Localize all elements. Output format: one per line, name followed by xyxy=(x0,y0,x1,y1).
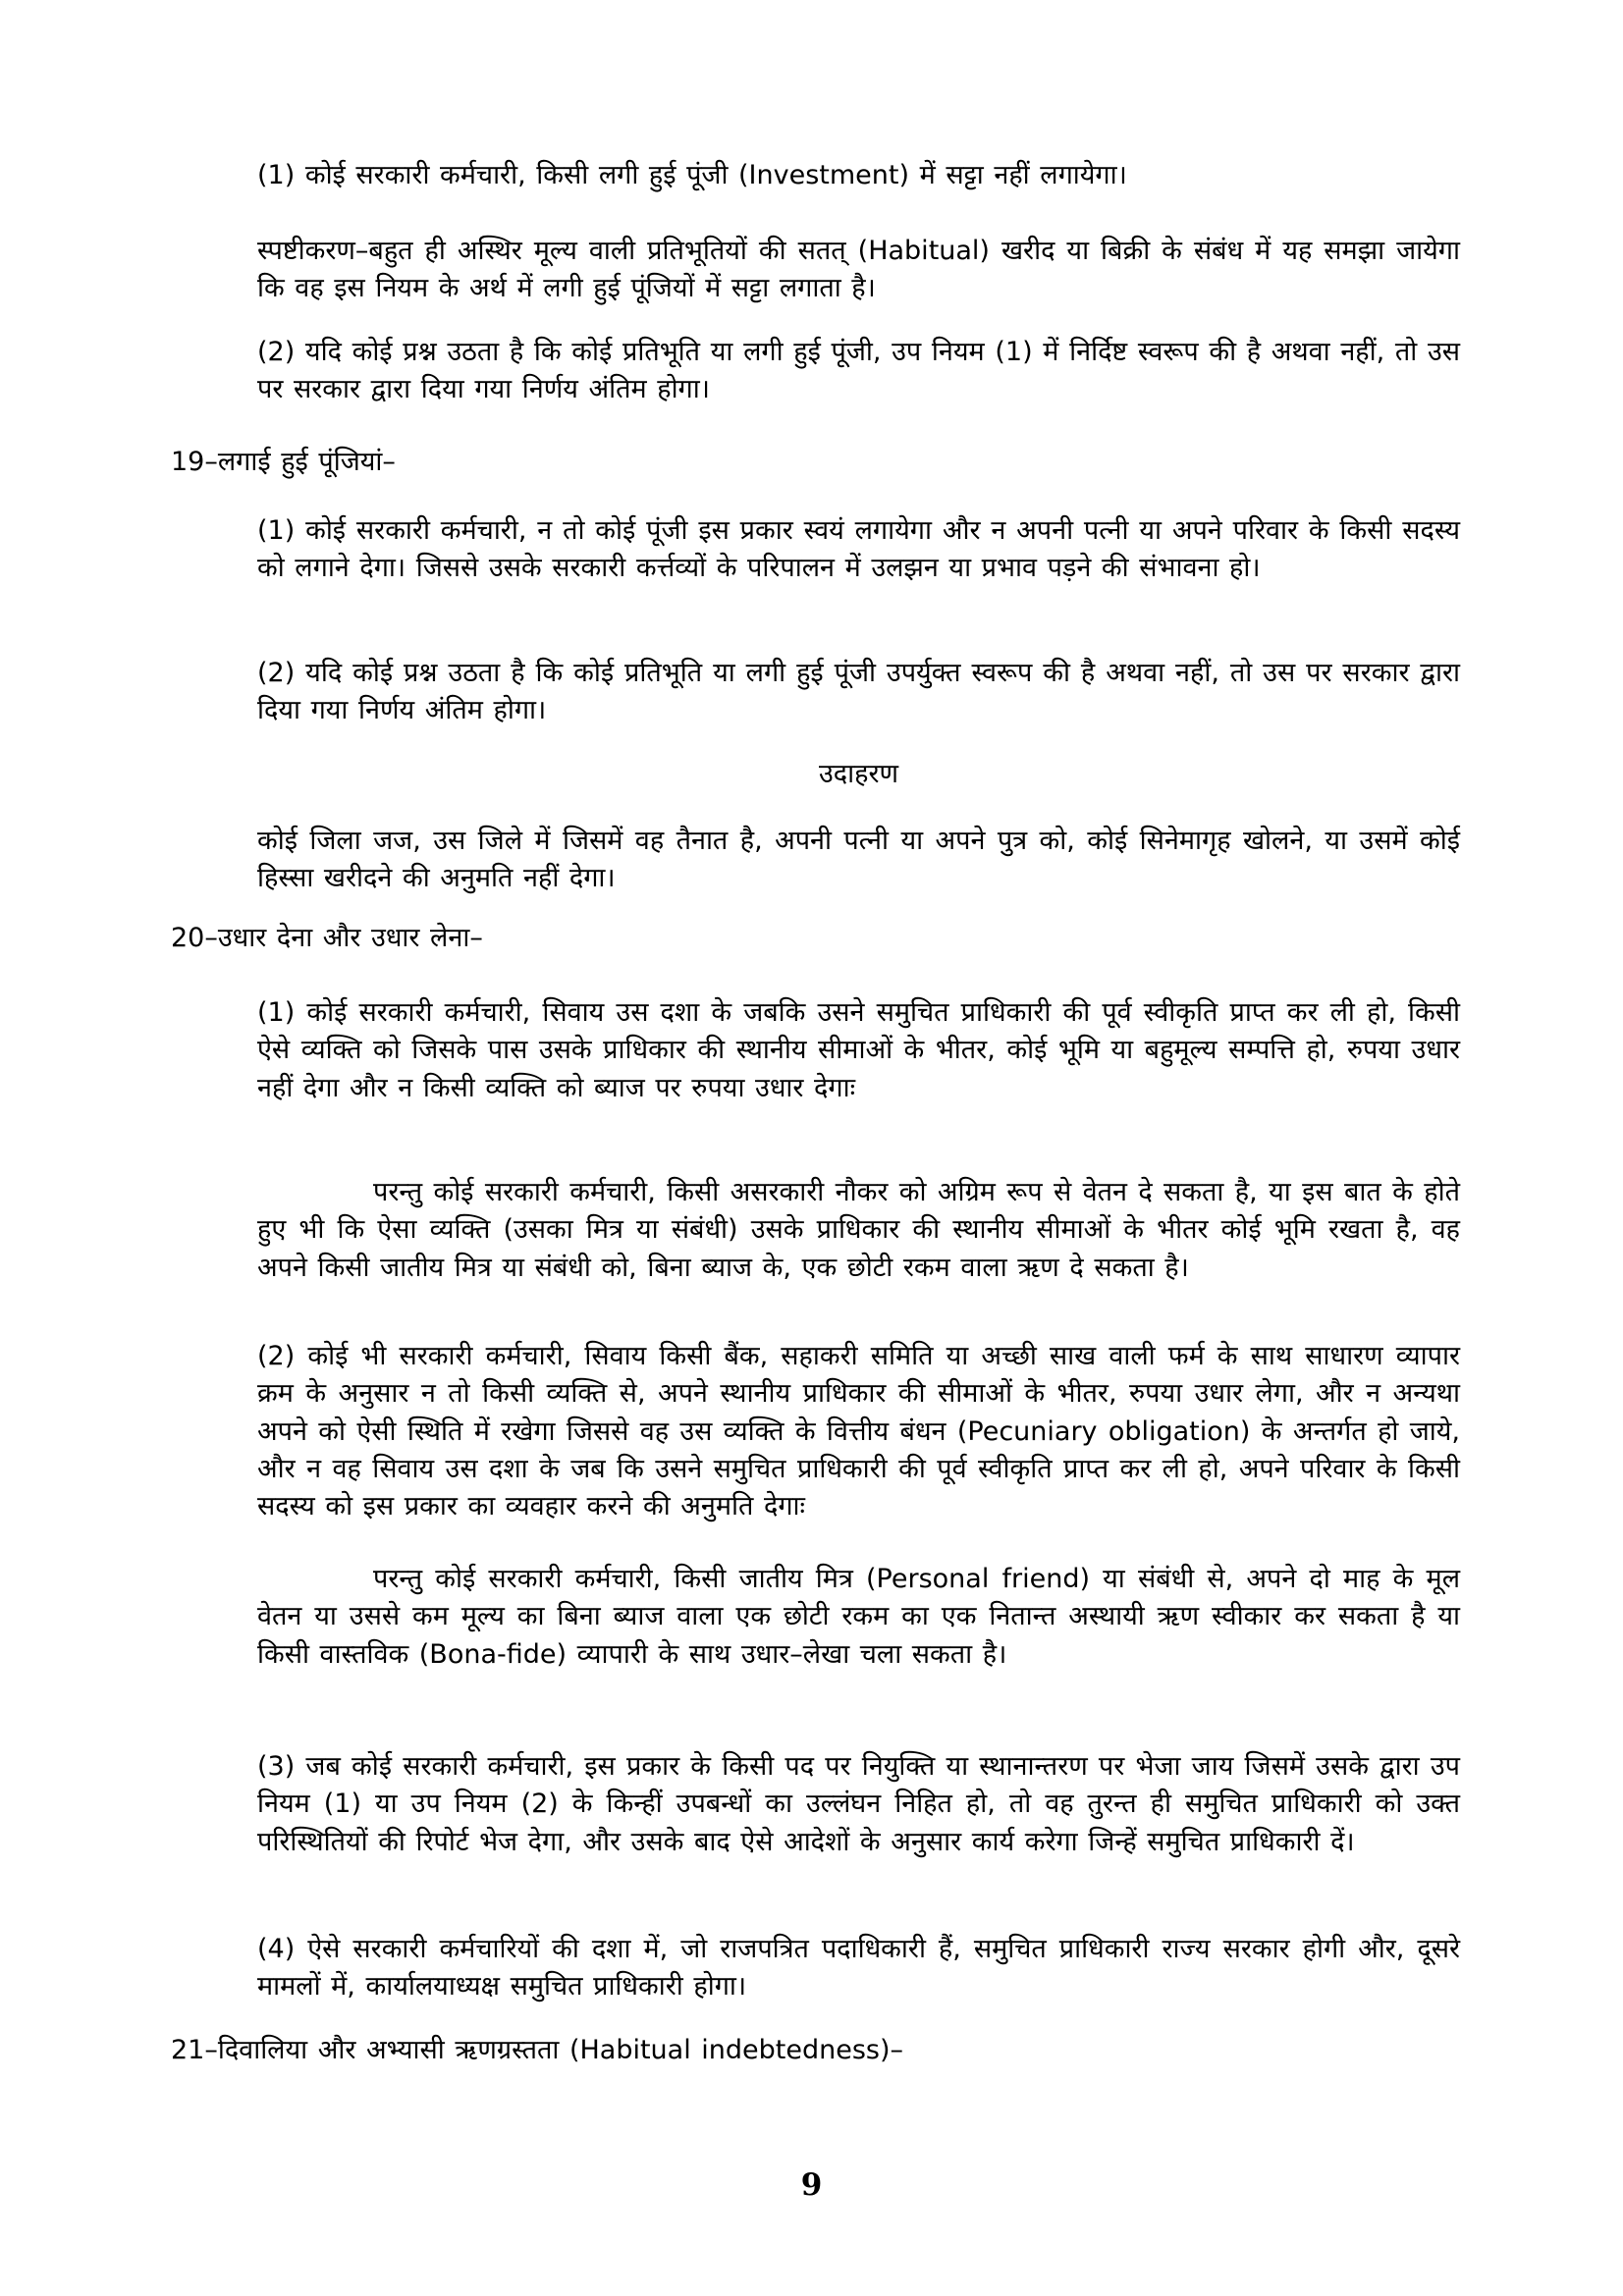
rule-20-clause-1-proviso: परन्तु कोई सरकारी कर्मचारी, किसी असरकारी नौकर को अग्रिम रूप से वेतन दे सकता है, या इस बात के होते हुए भी कि ऐसा व्यक्ति (उसका मित्र या संबंधी) उसके प्राधिकार की स्थानीय सीमाओं के भीतर कोई भूमि रखता है, वह अपने किसी जातीय मित्र या संबंधी को, बिना ब्याज के, एक छोटी रकम वाला ऋण दे सकता है। xyxy=(257,1177,1460,1283)
rule-19-clause-1: (1) कोई सरकारी कर्मचारी, न तो कोई पूंजी इस प्रकार स्वयं लगायेगा और न अपनी पत्नी या अपने परिवार के किसी सदस्य को लगाने देगा। जिससे उसके सरकारी कर्त्तव्यों के परिपालन में उलझन या प्रभाव पड़ने की संभावना हो। xyxy=(257,515,1460,584)
rule-20-clause-2: (2) कोई भी सरकारी कर्मचारी, सिवाय किसी बैंक, सहाकरी समिति या अच्छी साख वाली फर्म के साथ साधारण व्यापार क्रम के अनुसार न तो किसी व्यक्ति से, अपने स्थानीय प्राधिकार की सीमाओं के भीतर, रुपया उधार लेगा, और न अन्यथा अपने को ऐसी स्थिति में रखेगा जिससे वह उस व्यक्ति के वित्तीय बंधन (Pecuniary obligation) के अन्तर्गत हो जाये, और न वह सिवाय उस दशा के जब कि उसने समुचित प्राधिकारी की पूर्व स्वीकृति प्राप्त कर ली हो, अपने परिवार के किसी सदस्य को इस प्रकार का व्यवहार करने की अनुमति देगाः xyxy=(257,1341,1460,1522)
rule-20-clause-4: (4) ऐसे सरकारी कर्मचारियों की दशा में, जो राजपत्रित पदाधिकारी हैं, समुचित प्राधिकारी राज्य सरकार होगी और, दूसरे मामलों में, कार्यालयाध्यक्ष समुचित प्राधिकारी होगा। xyxy=(257,1934,1460,2002)
section-21-heading: 21–दिवालिया और अभ्यासी ऋणग्रस्तता (Habitual indebtedness)– xyxy=(171,2035,904,2065)
rule-20-clause-2-proviso: परन्तु कोई सरकारी कर्मचारी, किसी जातीय मित्र (Personal friend) या संबंधी से, अपने दो माह के मूल वेतन या उससे कम मूल्य का बिना ब्याज वाला एक छोटी रकम का एक नितान्त अस्थायी ऋण स्वीकार कर सकता है या किसी वास्तविक (Bona-fide) व्यापारी के साथ उधार–लेखा चला सकता है। xyxy=(257,1564,1460,1670)
section-19-heading: 19–लगाई हुई पूंजियां– xyxy=(171,447,396,477)
rule-18-clause-1: (1) कोई सरकारी कर्मचारी, किसी लगी हुई पूंजी (Investment) में सट्टा नहीं लगायेगा। xyxy=(257,160,1127,190)
rule-18-clause-2: (2) यदि कोई प्रश्न उठता है कि कोई प्रतिभूति या लगी हुई पूंजी, उप नियम (1) में निर्दिष्ट स्वरूप की है अथवा नहीं, तो उस पर सरकार द्वारा दिया गया निर्णय अंतिम होगा। xyxy=(257,337,1460,405)
example-title: उदाहरण xyxy=(818,759,899,789)
example-paragraph: कोई जिला जज, उस जिले में जिसमें वह तैनात है, अपनी पत्नी या अपने पुत्र को, कोई सिनेमागृह खोलने, या उसमें कोई हिस्सा खरीदने की अनुमति नहीं देगा। xyxy=(257,826,1460,894)
section-20-heading: 20–उधार देना और उधार लेना– xyxy=(171,923,483,953)
rule-20-clause-3: (3) जब कोई सरकारी कर्मचारी, इस प्रकार के किसी पद पर नियुक्ति या स्थानान्तरण पर भेजा जाय जिसमें उसके द्वारा उप नियम (1) या उप नियम (2) के किन्हीं उपबन्धों का उल्लंघन निहित हो, तो वह तुरन्त ही समुचित प्राधिकारी को उक्त परिस्थितियों की रिपोर्ट भेज देगा, और उसके बाद ऐसे आदेशों के अनुसार कार्य करेगा जिन्हें समुचित प्राधिकारी दें। xyxy=(257,1751,1460,1857)
rule-20-clause-1: (1) कोई सरकारी कर्मचारी, सिवाय उस दशा के जबकि उसने समुचित प्राधिकारी की पूर्व स्वीकृति प्राप्त कर ली हो, किसी ऐसे व्यक्ति को जिसके पास उसके प्राधिकार की स्थानीय सीमाओं के भीतर, कोई भूमि या बहुमूल्य सम्पत्ति हो, रुपया उधार नहीं देगा और न किसी व्यक्ति को ब्याज पर रुपया उधार देगाः xyxy=(257,997,1460,1103)
rule-19-clause-2: (2) यदि कोई प्रश्न उठता है कि कोई प्रतिभूति या लगी हुई पूंजी उपर्युक्त स्वरूप की है अथवा नहीं, तो उस पर सरकार द्वारा दिया गया निर्णय अंतिम होगा। xyxy=(257,658,1460,726)
explanation-paragraph: स्पष्टीकरण–बहुत ही अस्थिर मूल्य वाली प्रतिभूतियों की सतत् (Habitual) खरीद या बिक्री के संबंध में यह समझा जायेगा कि वह इस नियम के अर्थ में लगी हुई पूंजियों में सट्टा लगाता है। xyxy=(257,236,1460,304)
page-number: 9 xyxy=(800,2167,823,2203)
